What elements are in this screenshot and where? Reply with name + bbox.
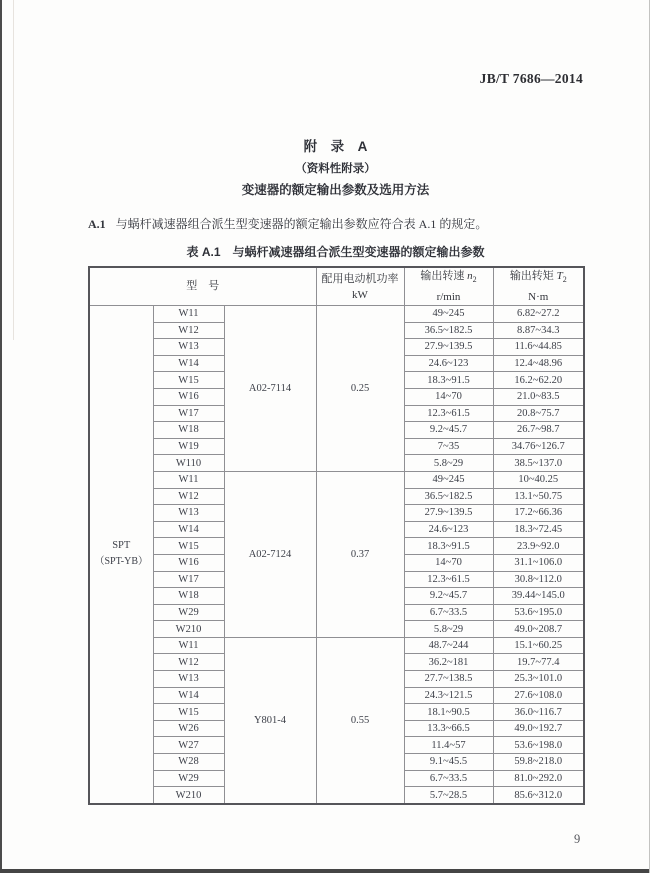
- annex-subtitle: （资料性附录）: [295, 163, 376, 175]
- power-cell: 0.55: [316, 637, 404, 803]
- header-motor-power-label: 配用电动机功率: [321, 272, 399, 285]
- power-cell: 0.25: [316, 306, 404, 472]
- speed-cell: 27.7~138.5: [404, 671, 493, 688]
- model-cell: W11: [153, 637, 224, 654]
- series-cell: [89, 306, 153, 804]
- speed-cell: 9.1~45.5: [404, 754, 493, 771]
- torque-cell: 38.5~137.0: [493, 455, 584, 472]
- speed-cell: 49~245: [404, 471, 493, 488]
- speed-cell: 36.5~182.5: [404, 322, 493, 339]
- header-output-speed-unit: r/min: [436, 290, 461, 303]
- annex-heading: 变速器的额定输出参数及选用方法: [241, 183, 430, 197]
- clause-a1-paragraph: [88, 215, 588, 232]
- model-cell: W12: [153, 654, 224, 671]
- model-cell: W17: [153, 571, 224, 588]
- torque-cell: 53.6~198.0: [493, 737, 584, 754]
- model-cell: W16: [153, 388, 224, 405]
- torque-cell: 36.0~116.7: [493, 704, 584, 721]
- model-cell: W11: [153, 306, 224, 323]
- speed-cell: 6.7~33.5: [404, 604, 493, 621]
- speed-cell: 27.9~139.5: [404, 339, 493, 356]
- torque-cell: 81.0~292.0: [493, 770, 584, 787]
- header-output-torque-unit: N·m: [528, 290, 549, 303]
- torque-cell: 59.8~218.0: [493, 754, 584, 771]
- table-header-row: [89, 267, 584, 306]
- power-cell: 0.37: [316, 471, 404, 637]
- header-output-speed: [404, 267, 493, 306]
- torque-cell: 34.76~126.7: [493, 438, 584, 455]
- torque-cell: 27.6~108.0: [493, 687, 584, 704]
- torque-cell: 8.87~34.3: [493, 322, 584, 339]
- speed-cell: 49~245: [404, 306, 493, 323]
- scan-artifact-line: [13, 0, 14, 340]
- model-cell: W12: [153, 322, 224, 339]
- model-cell: W15: [153, 372, 224, 389]
- torque-cell: 13.1~50.75: [493, 488, 584, 505]
- header-output-speed-label: 输出转速 $n_2$: [420, 270, 477, 285]
- model-cell: W29: [153, 604, 224, 621]
- model-cell: W17: [153, 405, 224, 422]
- model-cell: W16: [153, 554, 224, 571]
- model-cell: W12: [153, 488, 224, 505]
- torque-cell: 11.6~44.85: [493, 339, 584, 356]
- torque-cell: 20.8~75.7: [493, 405, 584, 422]
- model-cell: W29: [153, 770, 224, 787]
- speed-cell: 9.2~45.7: [404, 422, 493, 439]
- series-alt-name: （SPT-YB）: [94, 556, 149, 568]
- speed-cell: 24.3~121.5: [404, 687, 493, 704]
- torque-cell: 85.6~312.0: [493, 787, 584, 804]
- torque-cell: 6.82~27.2: [493, 306, 584, 323]
- model-cell: W13: [153, 505, 224, 522]
- speed-cell: 6.7~33.5: [404, 770, 493, 787]
- rated-output-table: [88, 266, 585, 805]
- table-header: [89, 267, 584, 306]
- header-output-torque-label: 输出转矩 $T_2$: [509, 270, 567, 285]
- model-cell: W11: [153, 471, 224, 488]
- speed-cell: 12.3~61.5: [404, 571, 493, 588]
- speed-cell: 14~70: [404, 388, 493, 405]
- speed-cell: 14~70: [404, 554, 493, 571]
- torque-cell: 10~40.25: [493, 471, 584, 488]
- torque-cell: 16.2~62.20: [493, 372, 584, 389]
- model-cell: W18: [153, 588, 224, 605]
- model-cell: W210: [153, 621, 224, 638]
- model-cell: W26: [153, 720, 224, 737]
- header-motor-power: [316, 267, 404, 306]
- table-caption: 表 A.1 与蜗杆减速器组合派生型变速器的额定输出参数: [186, 245, 485, 259]
- torque-cell: 15.1~60.25: [493, 637, 584, 654]
- motor-cell: A02-7114: [224, 306, 316, 472]
- model-cell: W15: [153, 704, 224, 721]
- speed-cell: 5.7~28.5: [404, 787, 493, 804]
- torque-cell: 17.2~66.36: [493, 505, 584, 522]
- torque-cell: 39.44~145.0: [493, 588, 584, 605]
- model-cell: W13: [153, 339, 224, 356]
- model-cell: W18: [153, 422, 224, 439]
- speed-cell: 5.8~29: [404, 455, 493, 472]
- table-body: [89, 306, 584, 804]
- speed-cell: 12.3~61.5: [404, 405, 493, 422]
- clause-label: A.1: [88, 217, 106, 231]
- model-cell: W14: [153, 521, 224, 538]
- torque-cell: 12.4~48.96: [493, 355, 584, 372]
- speed-cell: 24.6~123: [404, 355, 493, 372]
- torque-cell: 53.6~195.0: [493, 604, 584, 621]
- model-cell: W210: [153, 787, 224, 804]
- torque-cell: 19.7~77.4: [493, 654, 584, 671]
- table-row: [89, 471, 584, 488]
- torque-cell: 23.9~92.0: [493, 538, 584, 555]
- motor-cell: Y801-4: [224, 637, 316, 803]
- speed-cell: 36.2~181: [404, 654, 493, 671]
- speed-cell: 48.7~244: [404, 637, 493, 654]
- table-row: [89, 306, 584, 323]
- speed-cell: 5.8~29: [404, 621, 493, 638]
- torque-cell: 49.0~192.7: [493, 720, 584, 737]
- torque-cell: 30.8~112.0: [493, 571, 584, 588]
- speed-cell: 9.2~45.7: [404, 588, 493, 605]
- speed-cell: 18.1~90.5: [404, 704, 493, 721]
- speed-cell: 24.6~123: [404, 521, 493, 538]
- model-cell: W14: [153, 687, 224, 704]
- motor-cell: A02-7124: [224, 471, 316, 637]
- annex-title: 附 录 A: [303, 139, 368, 154]
- speed-cell: 7~35: [404, 438, 493, 455]
- torque-cell: 18.3~72.45: [493, 521, 584, 538]
- clause-text: 与蜗杆减速器组合派生型变速器的额定输出参数应符合表 A.1 的规定。: [115, 217, 488, 231]
- model-cell: W13: [153, 671, 224, 688]
- page-number: 9: [574, 832, 581, 846]
- table-row: [89, 637, 584, 654]
- series-name: SPT: [112, 540, 131, 552]
- model-cell: W15: [153, 538, 224, 555]
- torque-cell: 31.1~106.0: [493, 554, 584, 571]
- model-cell: W28: [153, 754, 224, 771]
- speed-cell: 11.4~57: [404, 737, 493, 754]
- header-model: 型 号: [89, 267, 316, 306]
- header-output-torque: [493, 267, 584, 306]
- scan-edge-left: [0, 0, 2, 873]
- scan-edge-bottom: [0, 869, 650, 873]
- model-cell: W27: [153, 737, 224, 754]
- speed-cell: 18.3~91.5: [404, 372, 493, 389]
- speed-cell: 18.3~91.5: [404, 538, 493, 555]
- speed-cell: 36.5~182.5: [404, 488, 493, 505]
- speed-cell: 27.9~139.5: [404, 505, 493, 522]
- torque-cell: 25.3~101.0: [493, 671, 584, 688]
- standard-number: JB/T 7686—2014: [479, 71, 583, 86]
- header-motor-power-unit: kW: [352, 288, 368, 301]
- annex-heading-block: [88, 135, 583, 198]
- torque-cell: 49.0~208.7: [493, 621, 584, 638]
- torque-cell: 26.7~98.7: [493, 422, 584, 439]
- model-cell: W14: [153, 355, 224, 372]
- speed-cell: 13.3~66.5: [404, 720, 493, 737]
- model-cell: W110: [153, 455, 224, 472]
- model-cell: W19: [153, 438, 224, 455]
- torque-cell: 21.0~83.5: [493, 388, 584, 405]
